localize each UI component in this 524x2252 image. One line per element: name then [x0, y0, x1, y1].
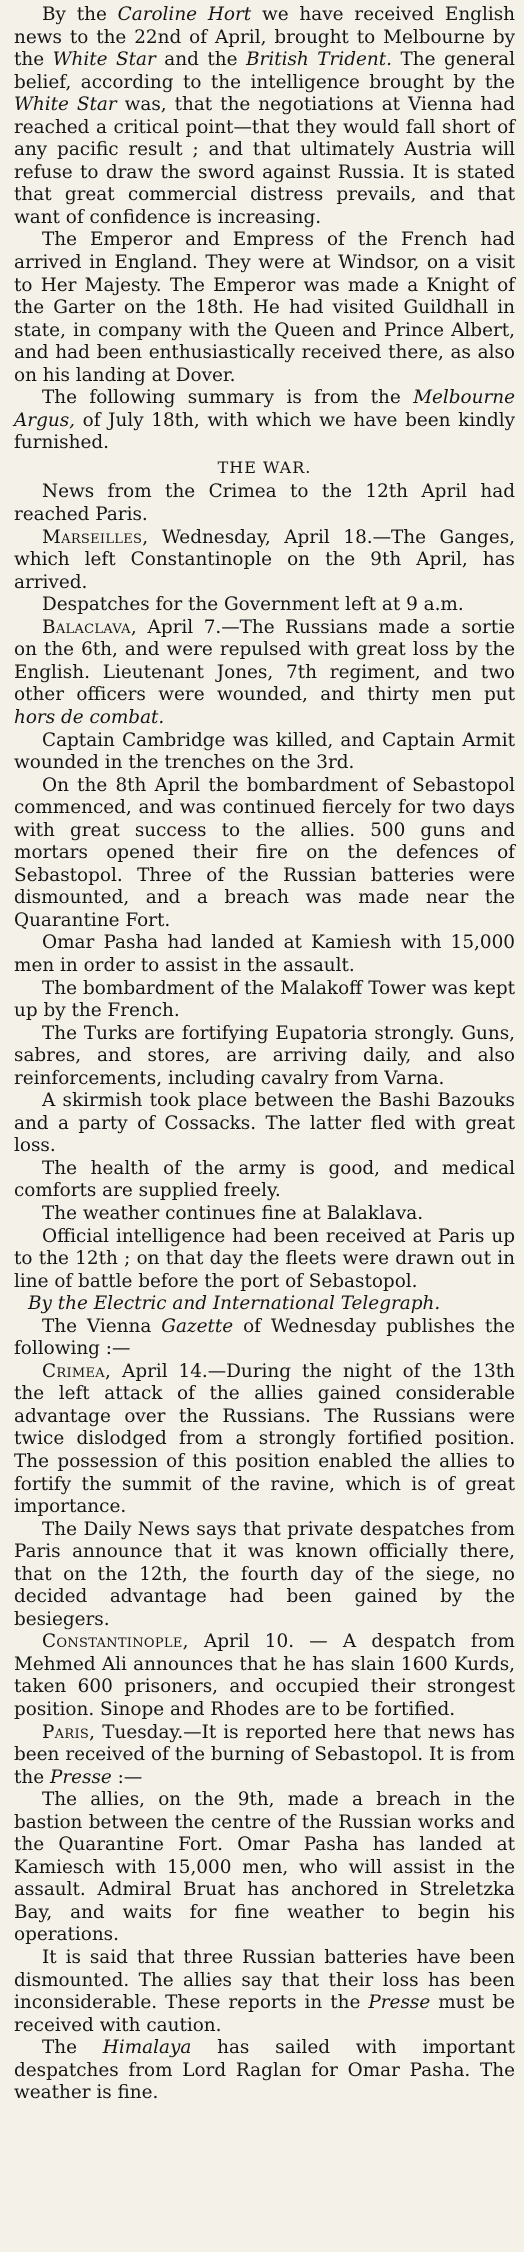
dateline: Marseilles, [42, 526, 149, 548]
section-heading [14, 457, 515, 480]
article-paragraph [14, 1722, 515, 1790]
italic-text: White Star [14, 94, 117, 116]
article-paragraph [14, 978, 515, 1023]
article-paragraph [14, 1226, 515, 1294]
paragraph-text: The Emperor and Empress of the French had arrived in England. They were at Windsor, on a visit to Her Majesty. The Emperor was made a Knight of the Garter on the 18th. He had visited Guildhall in state, in company with the Queen and Prince Albert, and had been enthusiastically received there, as also on his landing at Dover. [14, 229, 515, 386]
article-body [14, 4, 515, 2105]
paragraph-text: Despatches for the Government left at 9 a.m. [42, 594, 464, 616]
paragraph-text: was, that the negotiations at Vienna had reached a critical point—that they would fall short of any pacific result ; and that ultimately Austria will refuse to draw the sword against Russia. It is stated that great commercial distress prevails, and that want of confidence is increasing. [14, 94, 515, 228]
paragraph-text: April 14.—During the night of the 13th the left attack of the allies gained considerable advantage over the Russians. The Russians were twice dislodged from a strongly fortified position. The possession of this position enabled the allies to fortify the summit of the ravine, which is of great importance. [14, 1360, 515, 1518]
paragraph-text: has sailed with important despatches from Lord Raglan for Omar Pasha. The weather is fine. [14, 2037, 515, 2104]
article-paragraph [14, 775, 515, 933]
paragraph-text: Omar Pasha had landed at Kamiesh with 15,000 men in order to assist in the assault. [14, 932, 515, 976]
italic-text: British Trident. [246, 49, 392, 71]
article-paragraph [14, 229, 515, 387]
article-paragraph [14, 481, 515, 526]
paragraph-text: The allies, on the 9th, made a breach in the bastion between the centre of the Russian works and the Quarantine Fort. Omar Pasha has landed at Kamiesch with 15,000 men, who will assist in the assault. Admiral Bruat has anchored in Streletzka Bay, and waits for fine weather to begin his operations. [14, 1789, 515, 1946]
paragraph-text: The general belief, according to the intelligence brought by the [14, 49, 516, 93]
article-paragraph [14, 1203, 515, 1226]
paragraph-text: On the 8th April the bombardment of Sebastopol commenced, and was continued fiercely for two days with great success to the allies. 500 guns and mortars opened their fire on the defences of Sebastopol. Three of the Russian batteries were dismounted, and a breach was made near the Quarantine Fort. [14, 774, 515, 931]
article-paragraph [14, 594, 515, 617]
italic-text: By the Electric and International Telegraph. [28, 1293, 441, 1315]
article-paragraph [14, 1631, 515, 1721]
article-paragraph [14, 1158, 515, 1203]
paragraph-text: By the [42, 4, 118, 25]
article-paragraph [14, 1947, 515, 2037]
paragraph-text: April 7.—The Russians made a sortie on the 6th, and were repulsed with great loss by the English. Lieutenant Jones, 7th regiment, and two other officers were wounded, and thirty men put [14, 616, 515, 706]
paragraph-text: :— [111, 1766, 143, 1788]
paragraph-text: must be received with caution. [14, 1992, 515, 2036]
article-paragraph [14, 730, 515, 775]
article-paragraph [14, 1519, 515, 1632]
dateline: Constantinople, [42, 1631, 189, 1653]
italic-text: Melbourne Argus, [14, 387, 515, 431]
dateline: Balaclava, [42, 616, 137, 638]
article-paragraph [14, 1090, 515, 1158]
dateline: Crimea, [42, 1360, 112, 1382]
paragraph-text: we have received English news to the 22nd of April, brought to Melbourne by the [14, 4, 515, 71]
article-paragraph [14, 1023, 515, 1091]
paragraph-text: THE WAR. [217, 457, 312, 477]
paragraph-text: The health of the army is good, and medical comforts are supplied freely. [14, 1157, 515, 1202]
paragraph-text: The Turks are fortifying Eupatoria strongly. Guns, sabres, and stores, are arriving daily, and also reinforcements, including cavalry from Varna. [14, 1022, 515, 1089]
italic-text: White Star [52, 49, 156, 71]
section-subheading [14, 1293, 515, 1316]
paragraph-text: The weather continues fine at Balaklava. [42, 1202, 424, 1224]
paragraph-text: The Daily News says that private despatches from Paris announce that it was known officially there, that on the 12th, the fourth day of the siege, no decided advantage had been gained by the besiegers. [14, 1518, 515, 1630]
paragraph-text: April 10. — A despatch from Mehmed Ali announces that he has slain 1600 Kurds, taken 600 prisoners, and occupied their strongest position. Sinope and Rhodes are to be fortified. [14, 1631, 515, 1721]
italic-text: Gazette [161, 1315, 234, 1337]
article-paragraph [14, 387, 515, 455]
dateline: Paris, [42, 1721, 96, 1743]
italic-text: Caroline Hort [117, 4, 252, 25]
paragraph-text: Wednesday, April 18.—The Ganges, which left Constantinople on the 9th April, has arrived. [14, 526, 515, 593]
article-paragraph [14, 932, 515, 977]
paragraph-text: Official intelligence had been received at Paris up to the 12th ; on that day the fleets were drawn out in line of battle before the port of Sebastopol. [14, 1225, 515, 1292]
italic-text: Presse [49, 1766, 112, 1788]
paragraph-text: It is said that three Russian batteries have been dismounted. The allies say that their loss has been inconsiderable. These reports in the [14, 1947, 515, 2014]
paragraph-text: The Vienna [42, 1315, 162, 1337]
article-paragraph [14, 1361, 515, 1519]
paragraph-text: A skirmish took place between the Bashi Bazouks and a party of Cossacks. The latter fled with great loss. [14, 1090, 515, 1157]
article-paragraph [14, 2037, 515, 2105]
paragraph-text: The following summary is from the [42, 387, 414, 409]
article-paragraph [14, 1789, 515, 1947]
paragraph-text: of Wednesday publishes the following :— [14, 1315, 515, 1360]
italic-text: hors de combat. [14, 706, 165, 728]
article-paragraph [14, 617, 515, 730]
paragraph-text: The [42, 2037, 103, 2059]
paragraph-text: and the [155, 49, 247, 71]
paragraph-text: of July 18th, with which we have been kindly furnished. [14, 409, 515, 454]
paragraph-text: Tuesday.—It is reported here that news has been received of the burning of Sebastopol. It is from the [14, 1721, 515, 1788]
paragraph-text: News from the Crimea to the 12th April had reached Paris. [14, 481, 515, 526]
paragraph-text: The bombardment of the Malakoff Tower was kept up by the French. [14, 977, 515, 1022]
article-paragraph [14, 527, 515, 595]
article-paragraph [14, 1316, 515, 1361]
italic-text: Himalaya [102, 2037, 192, 2059]
article-paragraph [14, 4, 515, 229]
paragraph-text: Captain Cambridge was killed, and Captain Armit wounded in the trenches on the 3rd. [14, 729, 515, 774]
italic-text: Presse [368, 1992, 431, 2014]
